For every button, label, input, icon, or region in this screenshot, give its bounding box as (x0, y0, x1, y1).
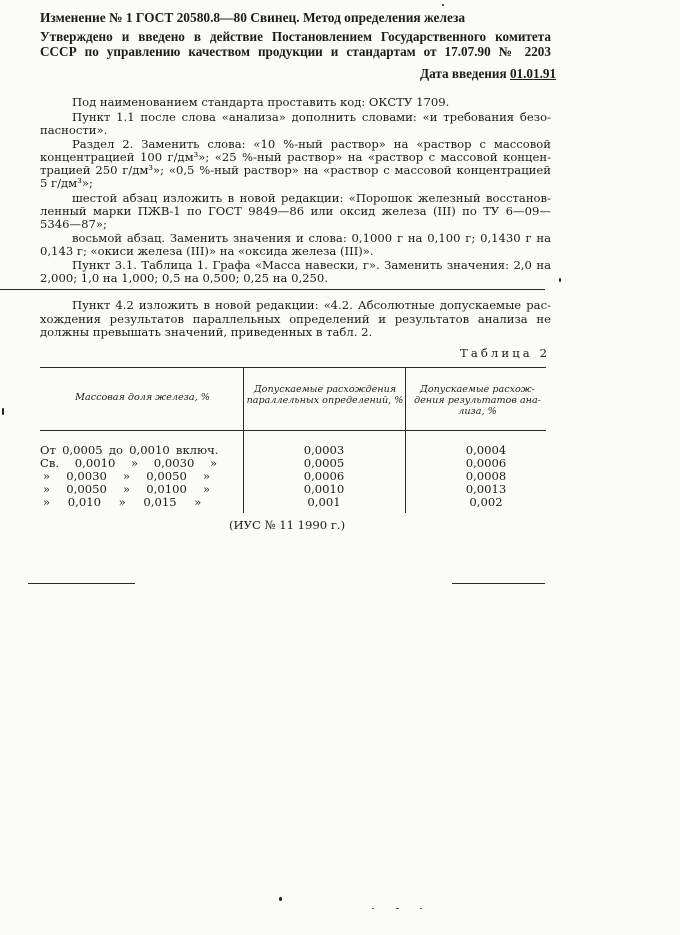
body-line: 0,143 г; «окиси железа (III)» на «оксида железа (III)». (40, 244, 374, 258)
effective-date-value: 01.01.91 (509, 66, 557, 81)
speck-mark (396, 908, 399, 909)
section-divider (0, 289, 545, 290)
table-caption: Таблица 2 (460, 346, 551, 360)
speck-mark (279, 897, 282, 901)
effective-date-line (420, 66, 556, 82)
table-header-rule (40, 430, 546, 431)
footer-rule-right (452, 583, 545, 584)
table-cell-analysis: 0,0013 (465, 482, 507, 496)
table-cell-range: Св. 0,0010 » 0,0030 » (40, 456, 218, 470)
body-line: 5 г/дм³»; (40, 176, 93, 190)
body-line: шестой абзац изложить в новой редакции: «Порошок железный восстанов- (72, 191, 551, 205)
speck-mark (559, 278, 561, 282)
speck-mark (442, 4, 444, 6)
body-line: ленный марки ПЖВ-1 по ГОСТ 9849—86 или оксид железа (III) по ТУ 6—09— (40, 204, 551, 218)
body-line: Под наименованием стандарта проставить код: ОКСТУ 1709. (72, 95, 450, 109)
body-line: трацией 250 г/дм³»; «0,5 %-ный раствор» на «раствор с массовой концентрацией (40, 163, 551, 177)
table-header-cell: Массовая доля железа, % (75, 392, 210, 403)
body-line: Пункт 1.1 после слова «анализа» дополнить словами: «и требования безо- (72, 110, 551, 124)
table-cell-range: » 0,0030 » 0,0050 » (43, 469, 211, 483)
speck-mark (372, 908, 374, 909)
approval-line-2: СССР по управлению качеством продукции и стандартам от 17.07.90 № 2203 (40, 44, 551, 59)
effective-date-label: Дата введения (420, 66, 507, 81)
table-cell-parallel: 0,0006 (303, 469, 345, 483)
speck-mark (2, 408, 4, 415)
table-cell-range: » 0,010 » 0,015 » (43, 495, 202, 509)
table-cell-range: » 0,0050 » 0,0100 » (43, 482, 211, 496)
body-line: концентрацией 100 г/дм³»; «25 %-ный раствор» на «раствор с массовой концен- (40, 150, 551, 164)
table-column-divider (243, 367, 244, 513)
table-cell-parallel: 0,0005 (303, 456, 345, 470)
body-line: 2,000; 1,0 на 1,000; 0,5 на 0,500; 0,25 на 0,250. (40, 271, 328, 285)
body-line: пасности». (40, 123, 108, 137)
body-line: Пункт 3.1. Таблица 1. Графа «Масса навески, г». Заменить значения: 2,0 на (72, 258, 551, 272)
table-cell-analysis: 0,0004 (465, 443, 507, 457)
body-line: Раздел 2. Заменить слова: «10 %-ный раствор» на «раствор с массовой (72, 137, 551, 151)
table-cell-analysis: 0,002 (469, 495, 503, 509)
section-line: должны превышать значений, приведенных в табл. 2. (40, 325, 373, 339)
table-cell-analysis: 0,0006 (465, 456, 507, 470)
body-line: восьмой абзац. Заменить значения и слова: 0,1000 г на 0,100 г; 0,1430 г на (72, 231, 551, 245)
table-header-cell: Допускаемые расхождения параллельных определений, % (246, 384, 404, 406)
section-line: хождения результатов параллельных определений и результатов анализа не (40, 312, 551, 326)
table-cell-range: От 0,0005 до 0,0010 включ. (40, 443, 219, 457)
table-column-divider (405, 367, 406, 513)
table-cell-parallel: 0,0010 (303, 482, 345, 496)
table-cell-parallel: 0,0003 (303, 443, 345, 457)
table-cell-analysis: 0,0008 (465, 469, 507, 483)
table-header-cell: Допускаемые расхож-дения результатов ана-лиза, % (414, 384, 541, 417)
table-top-rule (40, 367, 546, 368)
footer-rule-left (28, 583, 135, 584)
body-line: 5346—87»; (40, 217, 107, 231)
source-note: (ИУС № 11 1990 г.) (229, 518, 346, 532)
approval-line-1: Утверждено и введено в действие Постановлением Государственного комитета (40, 29, 551, 44)
section-line: Пункт 4.2 изложить в новой редакции: «4.2. Абсолютные допускаемые рас- (72, 298, 551, 312)
table-cell-parallel: 0,001 (307, 495, 341, 509)
document-title: Изменение № 1 ГОСТ 20580.8—80 Свинец. Метод определения железа (40, 10, 466, 25)
speck-mark (420, 908, 422, 909)
table-row (43, 496, 243, 509)
